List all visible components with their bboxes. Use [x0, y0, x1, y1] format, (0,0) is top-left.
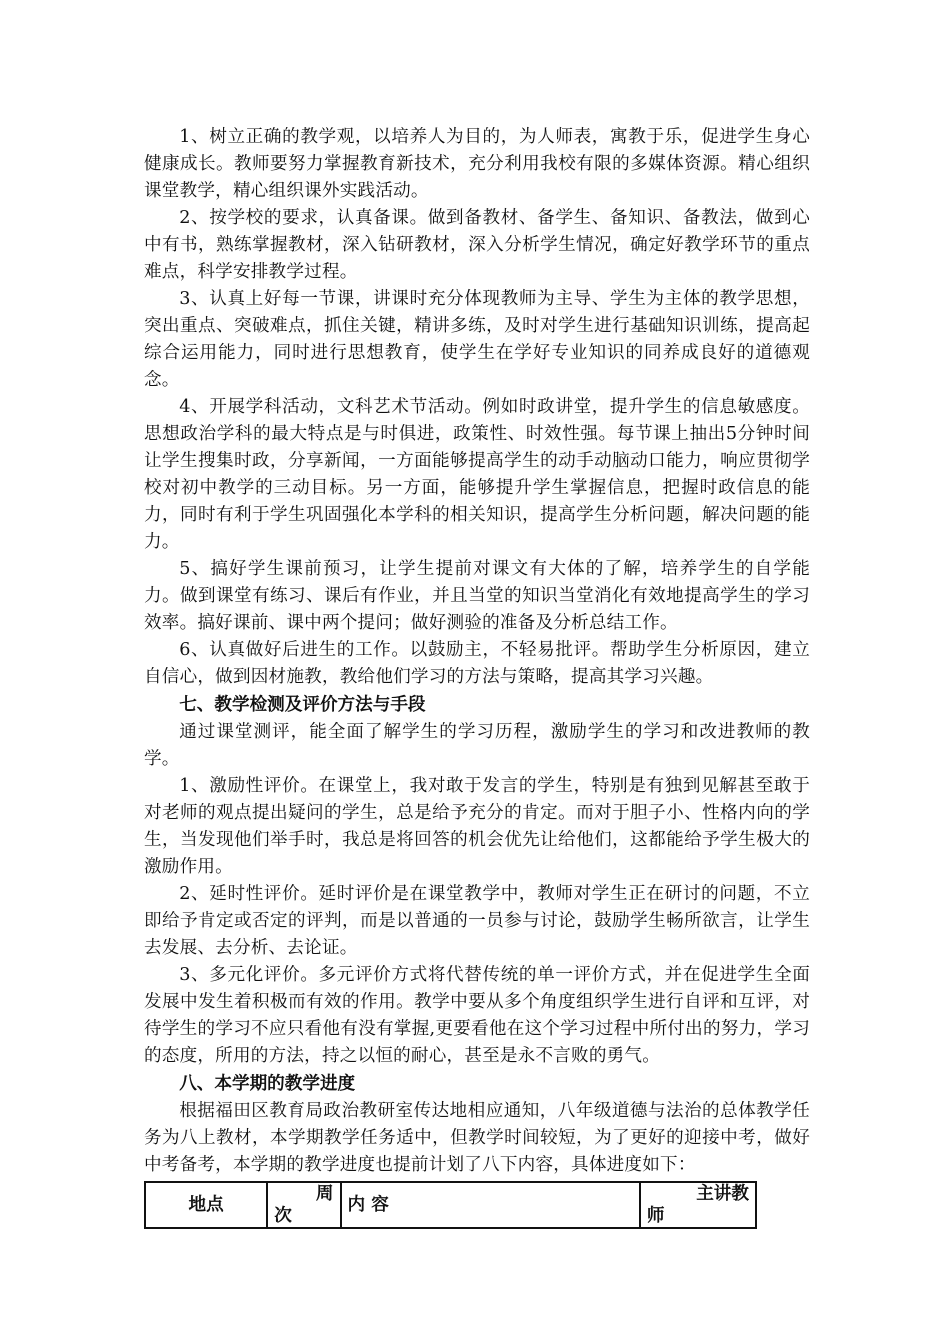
header-teacher-line-2: 师	[646, 1206, 665, 1226]
header-teacher	[640, 1182, 756, 1228]
header-week-line-1: 周	[315, 1184, 334, 1204]
paragraph-2: 2、按学校的要求，认真备课。做到备教材、备学生、备知识、备教法，做到心中有书，熟练掌握教材，深入钻研教材，深入分析学生情况，确定好教学环节的重点难点，科学安排教学过程。	[144, 208, 810, 282]
header-week	[267, 1182, 340, 1228]
paragraph-3: 3、认真上好每一节课，讲课时充分体现教师为主导、学生为主体的教学思想，突出重点、突破难点，抓住关键，精讲多练，及时对学生进行基础知识训练，提高起综合运用能力，同时进行思想教育，使学生在学好专业知识的同养成良好的道德观念。	[144, 289, 810, 390]
paragraph-1: 1、树立正确的教学观，以培养人为目的，为人师表，寓教于乐，促进学生身心健康成长。教师要努力掌握教育新技术，充分利用我校有限的多媒体资源。精心组织课堂教学，精心组织课外实践活动。	[144, 127, 810, 201]
section-8-intro: 根据福田区教育局政治教研室传达地相应通知，八年级道德与法治的总体教学任务为八上教材，本学期教学任务适中，但教学时间较短，为了更好的迎接中考，做好中考备考，本学期的教学进度也提前计划了八下内容，具体进度如下：	[144, 1101, 810, 1175]
section-7-item-2: 2、延时性评价。延时评价是在课堂教学中，教师对学生正在研讨的问题，不立即给予肯定或否定的评判，而是以普通的一员参与讨论，鼓励学生畅所欲言，让学生去发展、去分析、去论证。	[144, 884, 810, 958]
header-place: 地点	[145, 1182, 267, 1228]
document-page	[144, 124, 810, 1229]
paragraph-5: 5、搞好学生课前预习，让学生提前对课文有大体的了解，培养学生的自学能力。做到课堂有练习、课后有作业，并且当堂的知识当堂消化有效地提高学生的学习效率。搞好课前、课中两个提问；做好测验的准备及分析总结工作。	[144, 559, 810, 633]
section-7-item-1: 1、激励性评价。在课堂上，我对敢于发言的学生，特别是有独到见解甚至敢于对老师的观点提出疑问的学生，总是给予充分的肯定。而对于胆子小、性格内向的学生，当发现他们举手时，我总是将回答的机会优先让给他们，这都能给予学生极大的激励作用。	[144, 776, 810, 877]
schedule-table	[144, 1181, 757, 1229]
section-7-item-3: 3、多元化评价。多元评价方式将代替传统的单一评价方式，并在促进学生全面发展中发生着积极而有效的作用。教学中要从多个角度组织学生进行自评和互评，对待学生的学习不应只看他有没有掌握,更要看他在这个学习过程中所付出的努力，学习的态度，所用的方法，持之以恒的耐心，甚至是永不言败的勇气。	[144, 965, 810, 1066]
header-teacher-line-1: 主讲教	[696, 1184, 749, 1204]
table-header-row	[145, 1182, 756, 1228]
section-8-heading: 八、本学期的教学进度	[179, 1074, 356, 1094]
paragraph-4: 4、开展学科活动，文科艺术节活动。例如时政讲堂，提升学生的信息敏感度。思想政治学科的最大特点是与时俱进，政策性、时效性强。每节课上抽出5分钟时间让学生搜集时政，分享新闻，一方面能够提高学生的动手动脑动口能力，响应贯彻学校对初中教学的三动目标。另一方面，能够提升学生掌握信息，把握时政信息的能力，同时有利于学生巩固强化本学科的相关知识，提高学生分析问题，解决问题的能力。	[144, 397, 810, 552]
section-7-intro: 通过课堂测评，能全面了解学生的学习历程，激励学生的学习和改进教师的教学。	[144, 722, 810, 769]
section-7-heading: 七、教学检测及评价方法与手段	[179, 695, 426, 715]
header-week-line-2: 次	[274, 1206, 292, 1226]
header-content: 内 容	[341, 1182, 640, 1228]
paragraph-6: 6、认真做好后进生的工作。以鼓励主，不轻易批评。帮助学生分析原因，建立自信心，做到因材施教，教给他们学习的方法与策略，提高其学习兴趣。	[144, 640, 810, 687]
